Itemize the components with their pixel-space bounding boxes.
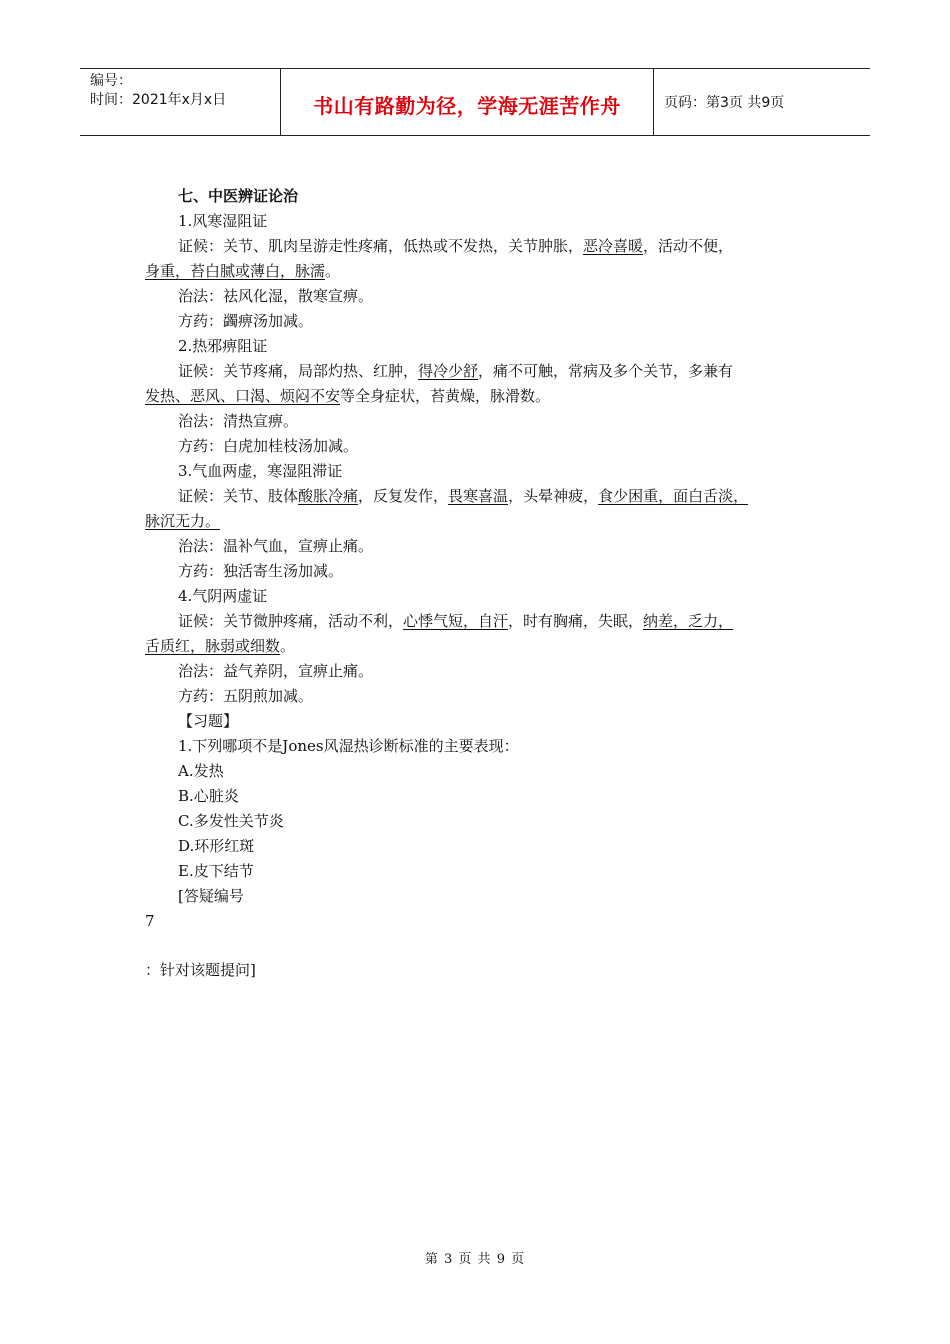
text-segment: 治法：温补气血，宣痹止痛。 [178, 537, 374, 555]
text-segment: 方药：五阴煎加减。 [178, 687, 314, 705]
symptoms-line-cont [145, 636, 295, 656]
text-segment: 方药：白虎加桂枝汤加减。 [178, 437, 359, 455]
text-segment: 。 [280, 637, 296, 655]
section-heading [178, 186, 298, 206]
treatment-line [178, 286, 373, 306]
answer-option [178, 786, 239, 806]
text-segment: ，时有胸痛，失眠， [508, 612, 644, 630]
answer-option [178, 861, 254, 881]
qa-reference [178, 886, 244, 906]
text-segment: B.心脏炎 [178, 787, 239, 805]
text-segment: 【习题】 [178, 712, 239, 730]
underlined-text: 舌质红，脉弱或细数 [145, 637, 281, 655]
treatment-line [178, 661, 373, 681]
text-segment: 证候：关节、肌肉呈游走性疼痛，低热或不发热，关节肿胀， [178, 237, 584, 255]
symptoms-line-cont [145, 386, 550, 406]
underlined-text: 畏寒喜温 [448, 487, 509, 505]
underlined-text: 食少困重，面白舌淡， [598, 487, 749, 505]
exercise-heading [178, 711, 238, 731]
text-segment: ，反复发作， [358, 487, 449, 505]
header-page-cell [654, 69, 870, 135]
text-segment: A.发热 [178, 762, 224, 780]
document-number-label: 编号： [90, 73, 132, 89]
symptoms-line [178, 236, 733, 256]
syndrome-title [178, 211, 267, 231]
header-motto: 书山有路勤为径，学海无涯苦作舟 [313, 93, 621, 118]
syndrome-title [178, 336, 267, 356]
page-header [80, 68, 870, 136]
header-meta-cell [80, 69, 281, 135]
text-segment: 2.热邪痹阻证 [178, 337, 268, 355]
underlined-text: 纳差，乏力， [643, 612, 734, 630]
answer-option [178, 761, 224, 781]
symptoms-line-cont [145, 511, 220, 531]
text-segment: [答疑编号 [178, 887, 244, 905]
header-page-label: 页码：第3页 共9页 [664, 95, 785, 111]
underlined-text: 酸胀冷痛 [298, 487, 359, 505]
text-segment: 方药：独活寄生汤加减。 [178, 562, 344, 580]
page-footer: 第 3 页 共 9 页 [424, 1252, 526, 1267]
prescription-line [178, 561, 343, 581]
syndrome-title [178, 586, 267, 606]
qa-reference-tail [145, 960, 256, 980]
prescription-line [178, 686, 313, 706]
text-segment: ，活动不便， [643, 237, 734, 255]
text-segment: 方药：蠲痹汤加减。 [178, 312, 314, 330]
text-segment: 治法：祛风化湿，散寒宣痹。 [178, 287, 374, 305]
prescription-line [178, 311, 313, 331]
text-segment: 1.风寒湿阻证 [178, 212, 268, 230]
text-segment: 七、中医辨证论治 [178, 187, 299, 205]
underlined-text: 脉沉无力。 [145, 512, 221, 530]
text-segment: 证候：关节、肢体 [178, 487, 299, 505]
answer-option [178, 836, 254, 856]
symptoms-line-cont [145, 261, 340, 281]
underlined-text: 得冷少舒 [418, 362, 479, 380]
text-segment: E.皮下结节 [178, 862, 254, 880]
text-segment: 证候：关节疼痛，局部灼热、红肿， [178, 362, 419, 380]
syndrome-title [178, 461, 342, 481]
text-segment: 证候：关节微肿疼痛，活动不利， [178, 612, 404, 630]
text-segment: 等全身症状，苔黄燥，脉滑数。 [340, 387, 551, 405]
qa-reference-number [145, 911, 155, 931]
answer-option [178, 811, 284, 831]
text-segment: ，头晕神疲， [508, 487, 599, 505]
text-segment: 4.气阴两虚证 [178, 587, 268, 605]
symptoms-line [178, 611, 733, 631]
prescription-line [178, 436, 358, 456]
question-text [178, 736, 519, 756]
underlined-text: 心悸气短，自汗 [403, 612, 509, 630]
text-segment: C.多发性关节炎 [178, 812, 284, 830]
text-segment: 治法：益气养阴，宣痹止痛。 [178, 662, 374, 680]
text-segment: 1.下列哪项不是Jones风湿热诊断标准的主要表现： [178, 737, 519, 755]
underlined-text: 身重，苔白腻或薄白，脉濡 [145, 262, 326, 280]
text-segment: ，痛不可触，常病及多个关节，多兼有 [478, 362, 734, 380]
underlined-text: 恶冷喜暖 [583, 237, 644, 255]
underlined-text: 发热、恶风、口渴、烦闷不安 [145, 387, 341, 405]
symptoms-line [178, 361, 733, 381]
text-segment: 7 [145, 912, 155, 930]
text-segment: D.环形红斑 [178, 837, 255, 855]
treatment-line [178, 411, 298, 431]
text-segment: 。 [325, 262, 341, 280]
document-time-label: 时间：2021年x月x日 [90, 92, 227, 108]
treatment-line [178, 536, 373, 556]
text-segment: ：针对该题提问] [145, 961, 256, 979]
text-segment: 治法：清热宣痹。 [178, 412, 299, 430]
header-motto-cell [281, 69, 654, 135]
symptoms-line [178, 486, 748, 506]
text-segment: 3.气血两虚，寒湿阻滞证 [178, 462, 343, 480]
